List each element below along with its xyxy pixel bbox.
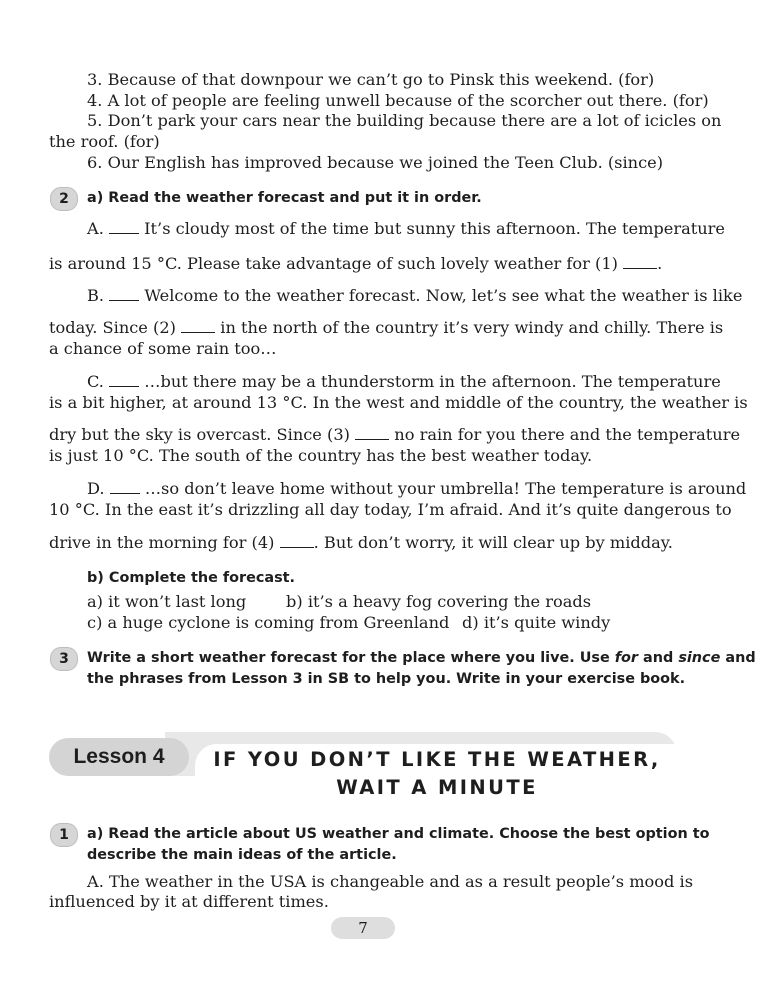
exercise-2-instruction-a: a) Read the weather forecast and put it in order. [87, 190, 482, 206]
paragraph-b-text-1: Welcome to the weather forecast. Now, let’s see what the weather is like [144, 286, 743, 305]
article-option-a-line-2: influenced by it at different times. [49, 892, 329, 911]
lesson-title-line-1: IF YOU DON’T LIKE THE WEATHER, [213, 748, 661, 771]
exercise-3-word-for: for [614, 650, 639, 666]
gap-2-blank[interactable] [181, 319, 215, 333]
exercise-3-text-a: Write a short weather forecast for the place where you live. Use [87, 650, 610, 666]
paragraph-c-text-3a: dry but the sky is overcast. Since (3) [49, 425, 350, 444]
paragraph-b-text-2b: in the north of the country it’s very windy and chilly. There is [220, 318, 724, 337]
paragraph-d-line-2: 10 °C. In the east it’s drizzling all day today, I’m afraid. And it’s quite dangerous to [49, 500, 732, 519]
exercise-3-number-badge: 3 [50, 647, 78, 671]
paragraph-a-text-2: is around 15 °C. Please take advantage of such lovely weather for (1) [49, 254, 618, 273]
order-blank-b[interactable] [109, 287, 139, 301]
option-a: a) it won’t last long [87, 592, 247, 611]
exercise-3-word-since: since [678, 650, 721, 666]
exercise-3-instruction-line-2: the phrases from Lesson 3 in SB to help you. Write in your exercise book. [87, 671, 686, 687]
paragraph-c-line-2: is a bit higher, at around 13 °C. In the west and middle of the country, the weather is [49, 393, 748, 412]
paragraph-d-text-3a: drive in the morning for (4) [49, 533, 275, 552]
paragraph-d-text-3b: . But don’t worry, it will clear up by midday. [313, 533, 673, 552]
paragraph-b-line-2 [49, 318, 724, 338]
paragraph-b-text-2a: today. Since (2) [49, 318, 176, 337]
option-c: c) a huge cyclone is coming from Greenland [87, 613, 450, 632]
lesson-badge: Lesson 4 [49, 738, 189, 776]
exercise-2-number-badge: 2 [50, 187, 78, 211]
paragraph-c-text-3b: no rain for you there and the temperature [394, 425, 741, 444]
exercise-2-instruction-b: b) Complete the forecast. [87, 570, 296, 586]
paragraph-b-label: B. [87, 286, 105, 305]
paragraph-b-line-1 [87, 286, 743, 306]
paragraph-a-period: . [657, 254, 663, 273]
sentence-5-line-1: 5. Don’t park your cars near the building because there are a lot of icicles on [87, 111, 722, 130]
option-b: b) it’s a heavy fog covering the roads [286, 592, 592, 611]
exercise-3-text-c: and [725, 650, 756, 666]
lesson-exercise-1-number-badge: 1 [50, 823, 78, 847]
gap-1-blank[interactable] [623, 255, 657, 269]
exercise-3-text-b: and [643, 650, 674, 666]
page-number: 7 [331, 917, 395, 939]
paragraph-a-text-1: It’s cloudy most of the time but sunny this afternoon. The temperature [144, 219, 726, 238]
paragraph-d-label: D. [87, 479, 105, 498]
order-blank-a[interactable] [109, 220, 139, 234]
paragraph-d-line-3 [49, 533, 673, 553]
order-blank-c[interactable] [109, 373, 139, 387]
paragraph-c-line-3 [49, 425, 741, 445]
paragraph-a-label: A. [87, 219, 104, 238]
paragraph-d-text-1: …so don’t leave home without your umbrella! The temperature is around [144, 479, 747, 498]
paragraph-c-text-1: …but there may be a thunderstorm in the afternoon. The temperature [144, 372, 721, 391]
gap-4-blank[interactable] [280, 534, 314, 548]
paragraph-c-label: C. [87, 372, 104, 391]
paragraph-c-line-1 [87, 372, 721, 392]
sentence-4: 4. A lot of people are feeling unwell because of the scorcher out there. (for) [87, 91, 709, 110]
paragraph-b-line-3: a chance of some rain too… [49, 339, 277, 358]
paragraph-a-line-1 [87, 219, 726, 239]
paragraph-a-line-2 [49, 254, 662, 274]
lesson-exercise-1-instruction-line-2: describe the main ideas of the article. [87, 847, 397, 863]
paragraph-d-line-1 [87, 479, 747, 499]
option-d: d) it’s quite windy [462, 613, 611, 632]
gap-3-blank[interactable] [355, 426, 389, 440]
sentence-3: 3. Because of that downpour we can’t go to Pinsk this weekend. (for) [87, 70, 655, 89]
sentence-6: 6. Our English has improved because we joined the Teen Club. (since) [87, 153, 664, 172]
article-option-a-line-1: A. The weather in the USA is changeable and as a result people’s mood is [87, 872, 694, 891]
exercise-3-instruction-line-1 [87, 648, 756, 668]
lesson-title-line-2: WAIT A MINUTE [336, 776, 538, 799]
sentence-5-line-2: the roof. (for) [49, 132, 160, 151]
lesson-exercise-1-instruction-line-1: a) Read the article about US weather and climate. Choose the best option to [87, 826, 710, 842]
paragraph-c-line-4: is just 10 °C. The south of the country has the best weather today. [49, 446, 593, 465]
order-blank-d[interactable] [110, 480, 140, 494]
